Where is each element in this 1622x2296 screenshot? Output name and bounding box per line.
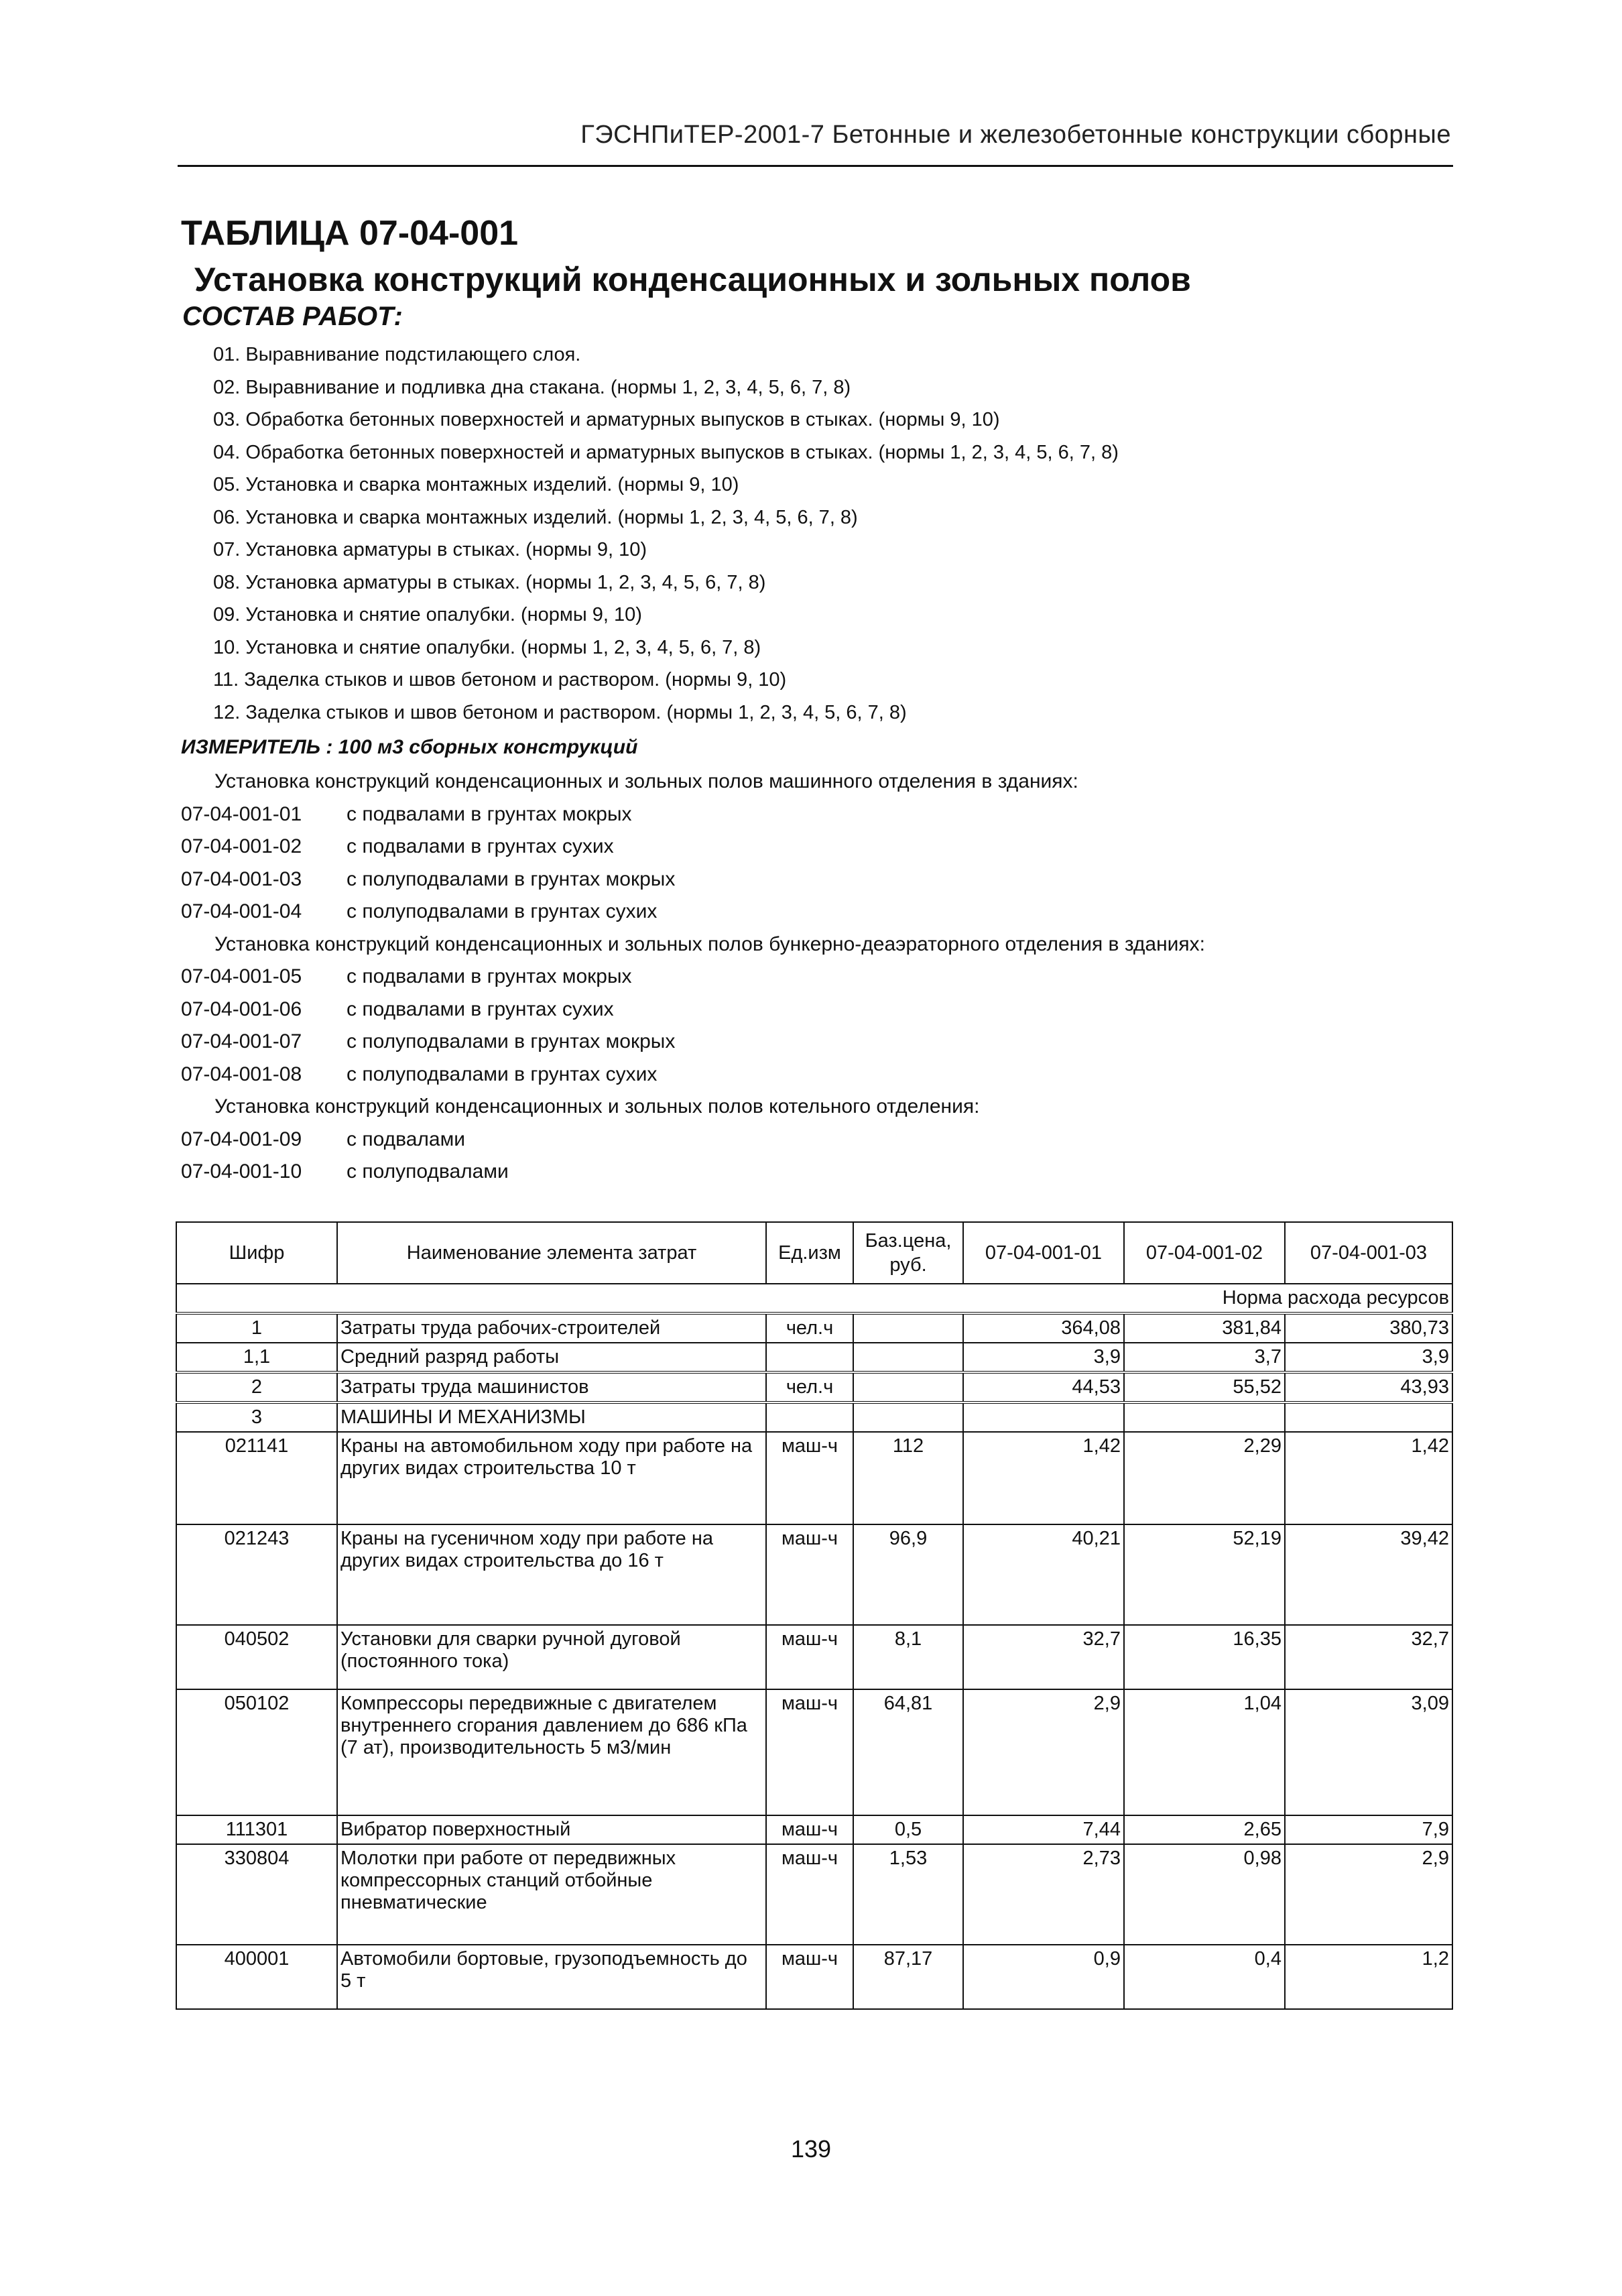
running-header: ГЭСНПиТЕР-2001-7 Бетонные и железобетонные конструкции сборные bbox=[580, 121, 1451, 149]
table-subtitle: Установка конструкций конденсационных и зольных полов bbox=[194, 261, 1191, 298]
cell-price bbox=[853, 1343, 963, 1372]
norm-label: Норма расхода ресурсов bbox=[176, 1284, 1452, 1313]
cell-value: 1,04 bbox=[1124, 1689, 1285, 1815]
cell-value: 1,42 bbox=[1285, 1432, 1452, 1524]
cell-value: 0,4 bbox=[1124, 1945, 1285, 2009]
cell-value: 52,19 bbox=[1124, 1524, 1285, 1625]
norm-text: с подвалами bbox=[347, 1128, 465, 1150]
norm-code: 07-04-001-01 bbox=[181, 802, 302, 825]
work-item: 03. Обработка бетонных поверхностей и арматурных выпусков в стыках. (нормы 9, 10) bbox=[213, 409, 1000, 430]
cell-name: Установки для сварки ручной дуговой (постоянного тока) bbox=[337, 1625, 766, 1689]
cell-value bbox=[1124, 1402, 1285, 1432]
cell-price bbox=[853, 1313, 963, 1343]
table-row bbox=[176, 1689, 1452, 1815]
cell-code: 1 bbox=[176, 1313, 337, 1343]
cell-value: 0,98 bbox=[1124, 1844, 1285, 1945]
group-item bbox=[181, 863, 1454, 896]
header-divider bbox=[178, 165, 1453, 167]
sostav-label: СОСТАВ РАБОТ: bbox=[182, 302, 403, 331]
table-header-row bbox=[176, 1222, 1452, 1284]
header-col3: 07-04-001-03 bbox=[1285, 1222, 1452, 1284]
cell-name: Молотки при работе от передвижных компрессорных станций отбойные пневматические bbox=[337, 1844, 766, 1945]
cell-code: 3 bbox=[176, 1402, 337, 1432]
resource-table bbox=[176, 1221, 1453, 2010]
table-row bbox=[176, 1432, 1452, 1524]
cell-unit: маш-ч bbox=[766, 1524, 853, 1625]
cell-unit: маш-ч bbox=[766, 1432, 853, 1524]
cell-code: 111301 bbox=[176, 1815, 337, 1844]
cell-value: 16,35 bbox=[1124, 1625, 1285, 1689]
table-row bbox=[176, 1815, 1452, 1844]
cell-value: 1,2 bbox=[1285, 1945, 1452, 2009]
norm-text: с полуподвалами в грунтах сухих bbox=[347, 900, 658, 922]
cell-unit: маш-ч bbox=[766, 1945, 853, 2009]
cell-code: 330804 bbox=[176, 1844, 337, 1945]
work-item: 01. Выравнивание подстилающего слоя. bbox=[213, 344, 581, 365]
cell-price: 0,5 bbox=[853, 1815, 963, 1844]
cell-value: 7,9 bbox=[1285, 1815, 1452, 1844]
group-item bbox=[181, 1124, 1454, 1156]
cell-value: 32,7 bbox=[963, 1625, 1124, 1689]
norm-code: 07-04-001-06 bbox=[181, 998, 302, 1020]
cell-unit: чел.ч bbox=[766, 1372, 853, 1402]
work-item: 12. Заделка стыков и швов бетоном и раствором. (нормы 1, 2, 3, 4, 5, 6, 7, 8) bbox=[213, 701, 907, 723]
group-item bbox=[181, 831, 1454, 863]
cell-value: 3,9 bbox=[963, 1343, 1124, 1372]
works-list bbox=[213, 339, 1119, 729]
group-title: Установка конструкций конденсационных и зольных полов бункерно-деаэраторного отделения в зданиях: bbox=[214, 932, 1206, 955]
work-item: 02. Выравнивание и подливка дна стакана. (нормы 1, 2, 3, 4, 5, 6, 7, 8) bbox=[213, 376, 851, 398]
izmeritel: ИЗМЕРИТЕЛЬ : 100 м3 сборных конструкций bbox=[181, 736, 638, 758]
cell-value: 1,42 bbox=[963, 1432, 1124, 1524]
cell-unit: маш-ч bbox=[766, 1815, 853, 1844]
cell-value: 32,7 bbox=[1285, 1625, 1452, 1689]
group-title: Установка конструкций конденсационных и зольных полов машинного отделения в зданиях: bbox=[214, 770, 1078, 792]
cell-price bbox=[853, 1372, 963, 1402]
group-item bbox=[181, 798, 1454, 831]
header-col1: 07-04-001-01 bbox=[963, 1222, 1124, 1284]
cell-value: 7,44 bbox=[963, 1815, 1124, 1844]
cell-value: 364,08 bbox=[963, 1313, 1124, 1343]
cell-value: 44,53 bbox=[963, 1372, 1124, 1402]
cell-value: 40,21 bbox=[963, 1524, 1124, 1625]
cell-name: Затраты труда рабочих-строителей bbox=[337, 1313, 766, 1343]
norm-label-row bbox=[176, 1284, 1452, 1313]
work-item: 10. Установка и снятие опалубки. (нормы 1, 2, 3, 4, 5, 6, 7, 8) bbox=[213, 636, 761, 658]
norm-code: 07-04-001-10 bbox=[181, 1160, 302, 1183]
cell-name: Компрессоры передвижные с двигателем внутреннего сгорания давлением до 686 кПа (7 ат), производительность 5 м3/мин bbox=[337, 1689, 766, 1815]
norm-text: с полуподвалами в грунтах сухих bbox=[347, 1063, 658, 1085]
cell-unit: маш-ч bbox=[766, 1689, 853, 1815]
cell-price bbox=[853, 1402, 963, 1432]
work-item: 08. Установка арматуры в стыках. (нормы 1, 2, 3, 4, 5, 6, 7, 8) bbox=[213, 571, 766, 593]
group-item bbox=[181, 1026, 1454, 1059]
norm-code: 07-04-001-02 bbox=[181, 835, 302, 857]
norm-text: с полуподвалами в грунтах мокрых bbox=[347, 867, 676, 890]
norm-code: 07-04-001-09 bbox=[181, 1128, 302, 1150]
cell-code: 021141 bbox=[176, 1432, 337, 1524]
header-name: Наименование элемента затрат bbox=[337, 1222, 766, 1284]
table-row bbox=[176, 1343, 1452, 1372]
cell-value: 2,29 bbox=[1124, 1432, 1285, 1524]
cell-code: 400001 bbox=[176, 1945, 337, 2009]
norm-text: с полуподвалами bbox=[347, 1160, 509, 1183]
work-item: 09. Установка и снятие опалубки. (нормы 9, 10) bbox=[213, 604, 642, 625]
norm-text: с подвалами в грунтах мокрых bbox=[347, 802, 632, 825]
norm-code: 07-04-001-08 bbox=[181, 1063, 302, 1085]
cell-unit: маш-ч bbox=[766, 1844, 853, 1945]
table-row bbox=[176, 1402, 1452, 1432]
cell-value: 2,73 bbox=[963, 1844, 1124, 1945]
header-col2: 07-04-001-02 bbox=[1124, 1222, 1285, 1284]
norm-code: 07-04-001-03 bbox=[181, 867, 302, 890]
cell-name: Затраты труда машинистов bbox=[337, 1372, 766, 1402]
cell-value: 55,52 bbox=[1124, 1372, 1285, 1402]
cell-price: 1,53 bbox=[853, 1844, 963, 1945]
cell-code: 040502 bbox=[176, 1625, 337, 1689]
cell-value: 3,7 bbox=[1124, 1343, 1285, 1372]
cell-value: 3,09 bbox=[1285, 1689, 1452, 1815]
cell-price: 64,81 bbox=[853, 1689, 963, 1815]
cell-value: 0,9 bbox=[963, 1945, 1124, 2009]
norm-code: 07-04-001-07 bbox=[181, 1030, 302, 1052]
group-item bbox=[181, 1059, 1454, 1091]
cell-value: 2,9 bbox=[1285, 1844, 1452, 1945]
group-item bbox=[181, 993, 1454, 1026]
table-row bbox=[176, 1372, 1452, 1402]
cell-value: 381,84 bbox=[1124, 1313, 1285, 1343]
cell-value bbox=[963, 1402, 1124, 1432]
cell-code: 1,1 bbox=[176, 1343, 337, 1372]
group-item bbox=[181, 1156, 1454, 1189]
cell-price: 112 bbox=[853, 1432, 963, 1524]
table-row bbox=[176, 1945, 1452, 2009]
group-item bbox=[181, 961, 1454, 993]
norm-groups bbox=[181, 766, 1454, 1189]
work-item: 06. Установка и сварка монтажных изделий. (нормы 1, 2, 3, 4, 5, 6, 7, 8) bbox=[213, 506, 858, 528]
work-item: 11. Заделка стыков и швов бетоном и раствором. (нормы 9, 10) bbox=[213, 669, 787, 690]
norm-text: с подвалами в грунтах сухих bbox=[347, 835, 614, 857]
header-unit: Ед.изм bbox=[766, 1222, 853, 1284]
cell-price: 87,17 bbox=[853, 1945, 963, 2009]
table-row bbox=[176, 1625, 1452, 1689]
cell-code: 050102 bbox=[176, 1689, 337, 1815]
cell-name: Автомобили бортовые, грузоподъемность до 5 т bbox=[337, 1945, 766, 2009]
table-title: ТАБЛИЦА 07-04-001 bbox=[181, 214, 519, 253]
cell-name: Краны на гусеничном ходу при работе на других видах строительства до 16 т bbox=[337, 1524, 766, 1625]
cell-price: 96,9 bbox=[853, 1524, 963, 1625]
cell-unit: маш-ч bbox=[766, 1625, 853, 1689]
page-number: 139 bbox=[790, 2135, 832, 2163]
table-row bbox=[176, 1313, 1452, 1343]
cell-code: 021243 bbox=[176, 1524, 337, 1625]
cell-value: 2,65 bbox=[1124, 1815, 1285, 1844]
cell-unit: чел.ч bbox=[766, 1313, 853, 1343]
cell-price: 8,1 bbox=[853, 1625, 963, 1689]
header-price: Баз.цена, руб. bbox=[853, 1222, 963, 1284]
work-item: 05. Установка и сварка монтажных изделий. (нормы 9, 10) bbox=[213, 474, 739, 495]
norm-code: 07-04-001-05 bbox=[181, 965, 302, 987]
cell-value bbox=[1285, 1402, 1452, 1432]
work-item: 04. Обработка бетонных поверхностей и арматурных выпусков в стыках. (нормы 1, 2, 3, 4, 5, 6, 7, 8) bbox=[213, 441, 1119, 463]
cell-name: Краны на автомобильном ходу при работе на других видах строительства 10 т bbox=[337, 1432, 766, 1524]
norm-text: с полуподвалами в грунтах мокрых bbox=[347, 1030, 676, 1052]
cell-value: 39,42 bbox=[1285, 1524, 1452, 1625]
cell-code: 2 bbox=[176, 1372, 337, 1402]
cell-value: 2,9 bbox=[963, 1689, 1124, 1815]
group-item bbox=[181, 896, 1454, 928]
norm-text: с подвалами в грунтах мокрых bbox=[347, 965, 632, 987]
cell-value: 43,93 bbox=[1285, 1372, 1452, 1402]
cell-value: 380,73 bbox=[1285, 1313, 1452, 1343]
cell-name: МАШИНЫ И МЕХАНИЗМЫ bbox=[337, 1402, 766, 1432]
table-row bbox=[176, 1844, 1452, 1945]
table-row bbox=[176, 1524, 1452, 1625]
norm-text: с подвалами в грунтах сухих bbox=[347, 998, 614, 1020]
cell-name: Средний разряд работы bbox=[337, 1343, 766, 1372]
norm-code: 07-04-001-04 bbox=[181, 900, 302, 922]
cell-name: Вибратор поверхностный bbox=[337, 1815, 766, 1844]
header-code: Шифр bbox=[176, 1222, 337, 1284]
cell-unit bbox=[766, 1402, 853, 1432]
group-title: Установка конструкций конденсационных и зольных полов котельного отделения: bbox=[214, 1095, 980, 1117]
cell-value: 3,9 bbox=[1285, 1343, 1452, 1372]
cell-unit bbox=[766, 1343, 853, 1372]
work-item: 07. Установка арматуры в стыках. (нормы 9, 10) bbox=[213, 539, 647, 560]
